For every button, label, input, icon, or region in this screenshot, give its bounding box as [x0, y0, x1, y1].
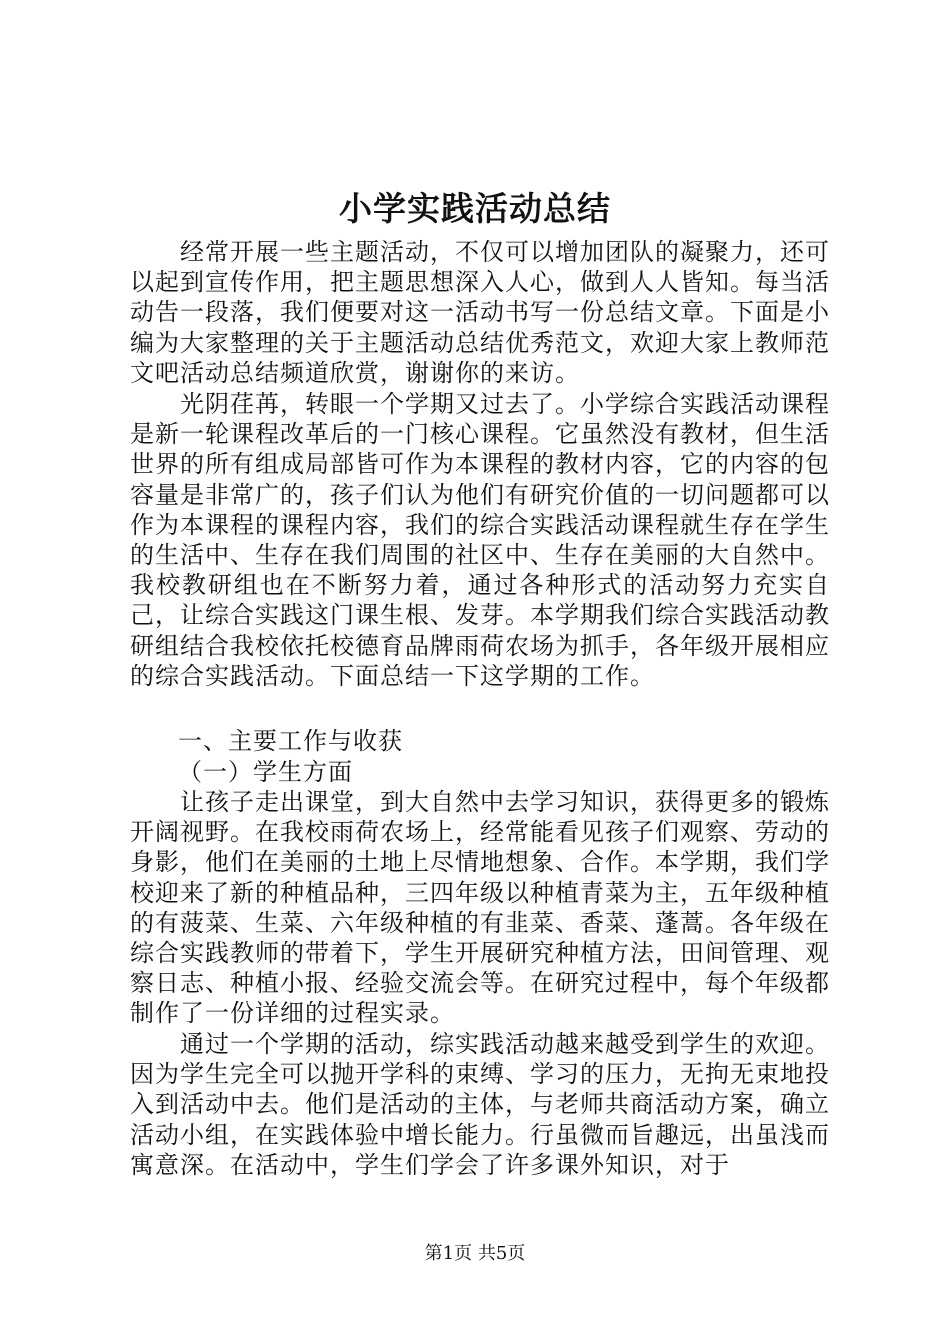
section-heading: 一、主要工作与收获	[178, 727, 403, 755]
subsection-heading: （一）学生方面	[178, 758, 353, 786]
page-footer: 第1页 共5页	[424, 1243, 526, 1264]
paragraph-students-2: 通过一个学期的活动，综实践活动越来越受到学生的欢迎。因为学生完全可以抛开学科的束缚、学习的压力，无拘无束地投入到活动中去。他们是活动的主体，与老师共商活动方案，确立活动小组，在实践体验中增长能力。行虽微而旨趣远，出虽浅而寓意深。在活动中，学生们学会了许多课外知识，对于	[130, 1030, 830, 1179]
paragraph-students-1: 让孩子走出课堂，到大自然中去学习知识，获得更多的锻炼开阔视野。在我校雨荷农场上，经常能看见孩子们观察、劳动的身影，他们在美丽的土地上尽情地想象、合作。本学期，我们学校迎来了新的种植品种，三四年级以种植青菜为主，五年级种植的有菠菜、生菜、六年级种植的有韭菜、香菜、蓬蒿。各年级在综合实践教师的带着下，学生开展研究种植方法，田间管理、观察日志、种植小报、经验交流会等。在研究过程中，每个年级都制作了一份详细的过程实录。	[130, 788, 830, 1028]
paragraph-intro: 经常开展一些主题活动，不仅可以增加团队的凝聚力，还可以起到宣传作用，把主题思想深入人心，做到人人皆知。每当活动告一段落，我们便要对这一活动书写一份总结文章。下面是小编为大家整理的关于主题活动总结优秀范文，欢迎大家上教师范文吧活动总结频道欣赏，谢谢你的来访。	[130, 238, 830, 387]
paragraph-overview: 光阴荏苒，转眼一个学期又过去了。小学综合实践活动课程是新一轮课程改革后的一门核心课程。它虽然没有教材，但生活世界的所有组成局部皆可作为本课程的教材内容，它的内容的包容量是非常广的，孩子们认为他们有研究价值的一切问题都可以作为本课程的课程内容，我们的综合实践活动课程就生存在学生的生活中、生存在我们周围的社区中、生存在美丽的大自然中。我校教研组也在不断努力着，通过各种形式的活动努力充实自己，让综合实践这门课生根、发芽。本学期我们综合实践活动教研组结合我校依托校德育品牌雨荷农场为抓手，各年级开展相应的综合实践活动。下面总结一下这学期的工作。	[130, 390, 830, 690]
document-title: 小学实践活动总结	[339, 189, 611, 228]
